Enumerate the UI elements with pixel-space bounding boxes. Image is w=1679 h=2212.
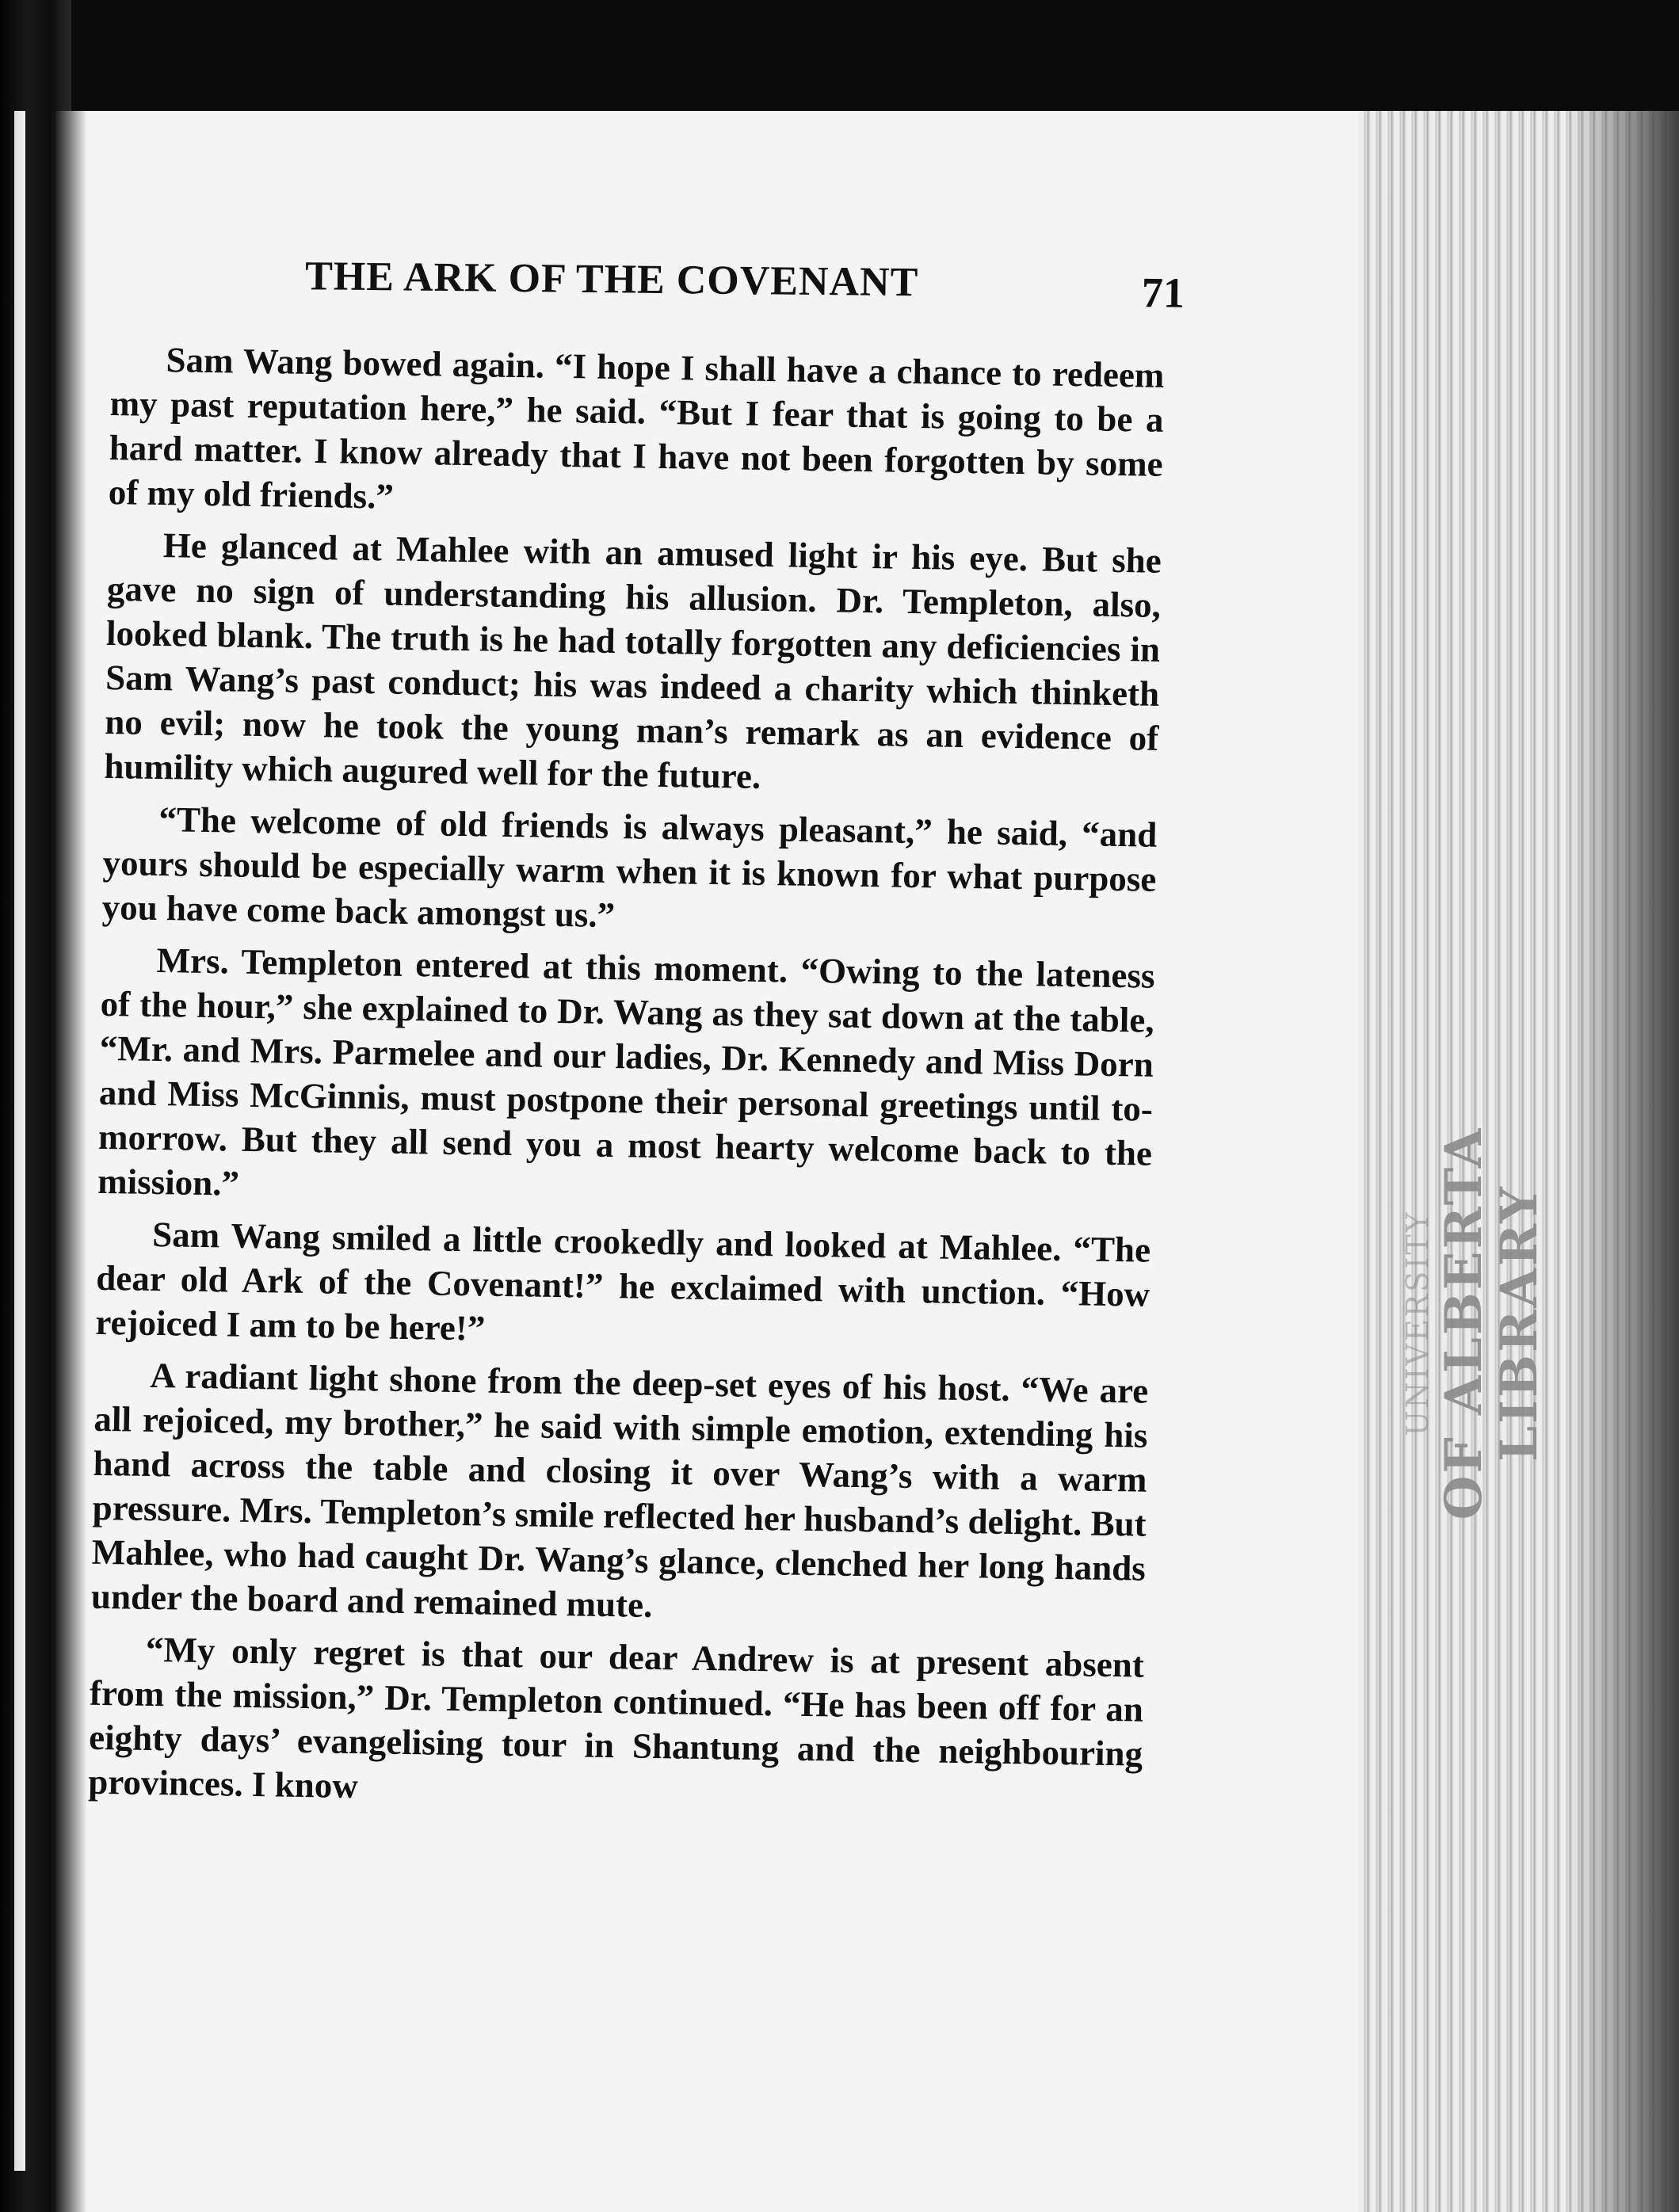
paragraph: Sam Wang bowed again. “I hope I shall have a chance to redeem my past reputation here,” he said. “But I fear that is going to be a hard matter. I know already that I have not been forgotten by some of my old friends.” <box>108 340 1165 517</box>
paragraph: “My only regret is that our dear Andrew is at present absent from the mission,” Dr. Templeton continued. “He has been off for an eighty days’ evangelising tour in Shantung and the neighbouring provinces. I know <box>87 1629 1145 1806</box>
left-page-edge <box>14 111 25 2171</box>
running-head: THE ARK OF THE COVENANT <box>304 254 919 306</box>
library-stamp <box>1379 1030 1569 1616</box>
paragraph: Mrs. Templeton entered at this moment. “Owing to the lateness of the hour,” she explained to Dr. Wang as they sat down at the table, “Mr. and Mrs. Parmelee and our ladies, Dr. Kennedy and Miss Dorn and Miss McGinnis, must postpone their personal greetings until to-morrow. But they all send you a most hearty welcome back to the mission.” <box>97 940 1155 1203</box>
paragraph: A radiant light shone from the deep-set eyes of his host. “We are all rejoiced, my brother,” he said with simple emotion, extending his hand across the table and closing it over Wang’s with a warm pressure. Mrs. Templeton’s smile reflected her husband’s delight. But Mahlee, who had caught Dr. Wang’s glance, clenched her long hands under the board and remained mute. <box>90 1355 1149 1625</box>
page-number: 71 <box>1141 269 1185 317</box>
stamp-university: UNIVERSITY <box>1399 1210 1435 1436</box>
paragraph: Sam Wang smiled a little crookedly and looked at Mahlee. “The dear old Ark of the Covenant!” he exclaimed with unction. “How rejoiced I am to be here!” <box>95 1214 1151 1348</box>
paragraph: He glanced at Mahlee with an amused light ir his eye. But she gave no sign of understanding his allusion. Dr. Templeton, also, looked blank. The truth is he had totally forgotten any deficiencies in Sam Wang’s past conduct; his was indeed a charity which thinketh no evil; now he took the young man’s remark as an evidence of humility which augured well for the future. <box>104 525 1162 796</box>
stamp-library: OF ALBERTA LIBRARY <box>1433 1126 1549 1520</box>
page-header <box>305 253 1185 326</box>
paragraph: “The welcome of old friends is always pleasant,” he said, “and yours should be especially warm when it is known for what purpose you have come back amongst us.” <box>101 799 1158 936</box>
body-text <box>88 337 1165 1821</box>
